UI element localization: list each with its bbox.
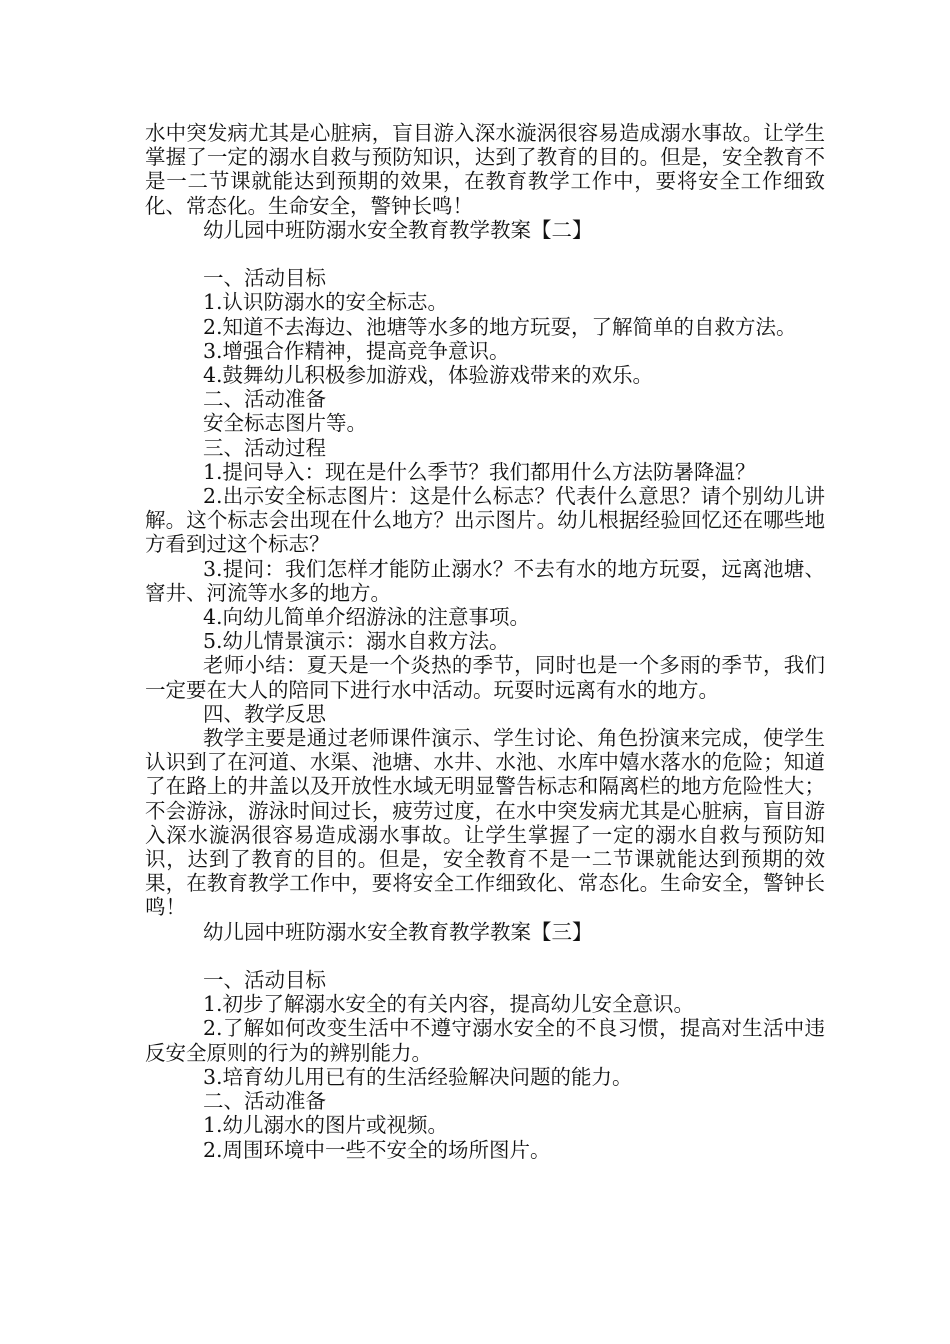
paragraph: 1.幼儿溺水的图片或视频。	[203, 1113, 449, 1138]
subheading: 一、活动目标	[203, 968, 326, 993]
paragraph: 2.出示安全标志图片：这是什么标志？代表什么意思？请个别幼儿讲解。这个标志会出现在什么地方？出示图片。幼儿根据经验回忆还在哪些地方看到过这个标志？	[145, 484, 825, 557]
paragraph: 2.了解如何改变生活中不遵守溺水安全的不良习惯，提高对生活中违反安全原则的行为的辨别能力。	[145, 1016, 825, 1065]
blank-line	[145, 944, 825, 968]
paragraph: 4.鼓舞幼儿积极参加游戏，体验游戏带来的欢乐。	[203, 363, 654, 388]
paragraph: 5.幼儿情景演示：溺水自救方法。	[203, 629, 510, 654]
paragraph: 3.增强合作精神，提高竞争意识。	[203, 338, 510, 363]
paragraph: 水中突发病尤其是心脏病，盲目游入深水漩涡很容易造成溺水事故。让学生掌握了一定的溺水自救与预防知识，达到了教育的目的。但是，安全教育不是一二节课就能达到预期的效果，在教育教学工作中，要将安全工作细致化、常态化。生命安全，警钟长鸣！	[145, 121, 825, 218]
paragraph: 3.培育幼儿用已有的生活经验解决问题的能力。	[203, 1064, 633, 1089]
section-heading: 幼儿园中班防溺水安全教育教学教案【三】	[203, 919, 593, 944]
document-body	[145, 121, 825, 1162]
paragraph: 1.初步了解溺水安全的有关内容，提高幼儿安全意识。	[203, 992, 695, 1017]
paragraph: 3.提问：我们怎样才能防止溺水？不去有水的地方玩耍，远离池塘、窨井、河流等水多的地方。	[145, 556, 825, 605]
paragraph: 4.向幼儿简单介绍游泳的注意事项。	[203, 605, 531, 630]
paragraph: 1.认识防溺水的安全标志。	[203, 290, 449, 315]
paragraph: 2.知道不去海边、池塘等水多的地方玩耍，了解简单的自救方法。	[203, 314, 797, 339]
blank-line	[145, 242, 825, 266]
paragraph: 2.周围环境中一些不安全的场所图片。	[203, 1137, 551, 1162]
subheading: 三、活动过程	[203, 435, 326, 460]
subheading: 二、活动准备	[203, 387, 326, 412]
paragraph: 安全标志图片等。	[203, 411, 367, 436]
subheading: 四、教学反思	[203, 701, 326, 726]
paragraph: 教学主要是通过老师课件演示、学生讨论、角色扮演来完成，使学生认识到了在河道、水渠、池塘、水井、水池、水库中嬉水落水的危险；知道了在路上的井盖以及开放性水域无明显警告标志和隔离栏的地方危险性大；不会游泳，游泳时间过长，疲劳过度，在水中突发病尤其是心脏病，盲目游入深水漩涡很容易造成溺水事故。让学生掌握了一定的溺水自救与预防知识，达到了教育的目的。但是，安全教育不是一二节课就能达到预期的效果，在教育教学工作中，要将安全工作细致化、常态化。生命安全，警钟长鸣！	[145, 726, 825, 920]
subheading: 一、活动目标	[203, 266, 326, 291]
section-heading: 幼儿园中班防溺水安全教育教学教案【二】	[203, 217, 593, 242]
paragraph: 老师小结：夏天是一个炎热的季节，同时也是一个多雨的季节，我们一定要在大人的陪同下进行水中活动。玩耍时远离有水的地方。	[145, 653, 825, 702]
subheading: 二、活动准备	[203, 1089, 326, 1114]
paragraph: 1.提问导入：现在是什么季节？我们都用什么方法防暑降温？	[203, 459, 756, 484]
